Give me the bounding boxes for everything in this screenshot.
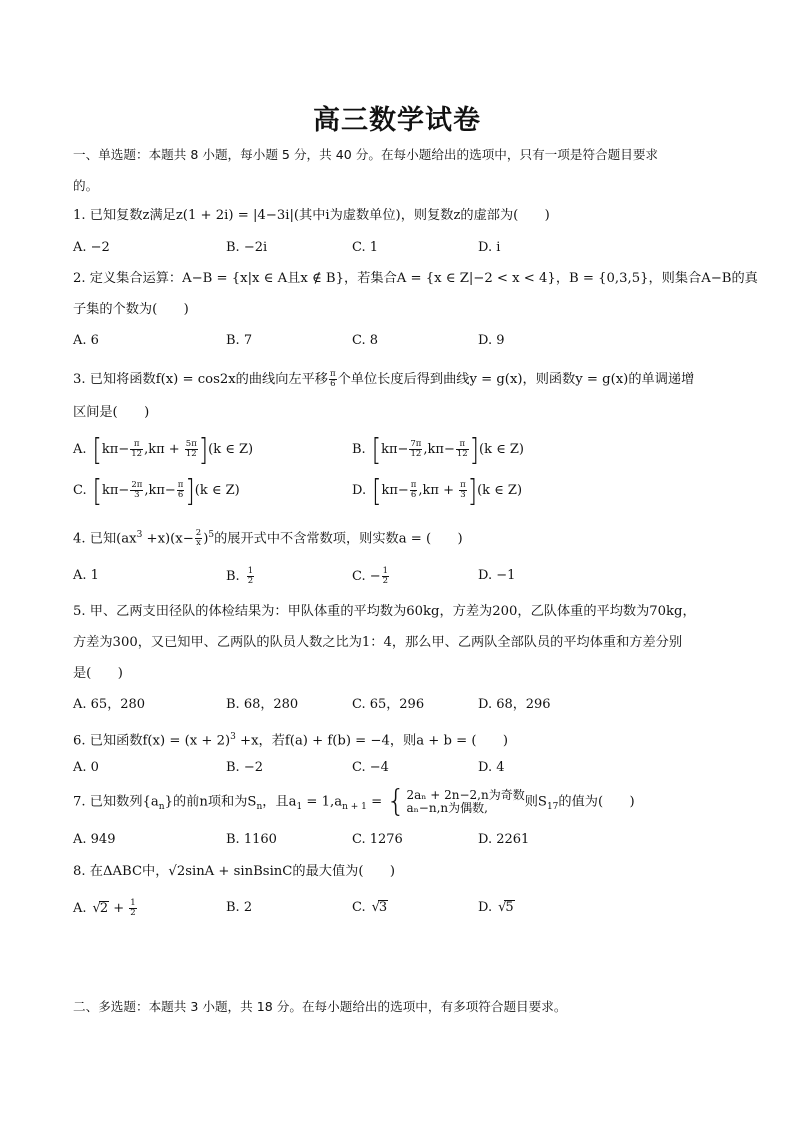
q3-stem-part-b: 个单位长度后得到曲线y = g(x)，则函数y = g(x)的单调递增 [337, 372, 695, 387]
q1-option-d: D. i [478, 240, 501, 255]
q8-c-radicand: 3 [378, 900, 388, 915]
q7-part-g: 的值为( ) [558, 794, 635, 810]
q1-option-b: B. −2i [226, 240, 268, 255]
q3-d-part: kπ− [381, 483, 409, 498]
q4-frac-den: x [196, 538, 201, 549]
page-title: 高三数学试卷 [313, 105, 481, 136]
q3-b-f2-den: 12 [456, 449, 468, 459]
q8-c-label: C. [352, 900, 366, 915]
q3-c-f2-den: 6 [177, 490, 184, 500]
q8-a-plus: + [109, 901, 129, 916]
q7-part-c: ，且a [262, 794, 297, 810]
q4-option-c [352, 567, 390, 586]
question-2-stem: 2. 定义集合运算：A−B = {x|x ∈ A且x ∉ B}，若集合A = {x ∈ Z|−2 < x < 4}，B = {0,3,5}，则集合A−B的真 [73, 271, 758, 286]
q7-sub-17: 17 [546, 802, 559, 813]
q2-option-c: C. 8 [352, 333, 379, 348]
q3-a-part-b: ,kπ + [144, 442, 184, 457]
q8-option-d [478, 899, 515, 917]
q4-c-num: 1 [382, 566, 389, 576]
q3-a-part: kπ− [101, 442, 130, 457]
q3-a-f1-den: 12 [131, 449, 143, 459]
q3-c-part: kπ− [102, 483, 130, 498]
q3-shift-den: 6 [330, 379, 336, 389]
q4-b-num: 1 [247, 566, 254, 576]
q4-b-label: B. [226, 569, 240, 584]
q7-part-b: }的前n项和为S [164, 794, 257, 810]
q7-sub-1: 1 [296, 802, 303, 813]
q7-part-f: 则S [524, 794, 547, 810]
q3-option-a: A. [kπ− $\frac{\pi}{12}$ ,kπ + $\frac{5\pi}{12}$ ](k ∈ Z) [73, 432, 254, 467]
q7-piece-odd: 2aₙ + 2n−2,n为奇数 [406, 788, 525, 802]
q7-sub-n1: n + 1 [342, 802, 367, 813]
question-1-stem: 1. 已知复数z满足z(1 + 2i) = |4−3i|(其中i为虚数单位)，则复数z的虚部为( ) [73, 208, 550, 223]
q3-stem-part-a: 3. 已知将函数f(x) = cos2x的曲线向左平移 [73, 372, 328, 387]
q4-exp3: 3 [136, 530, 143, 540]
q3-a-f2-num: 5π [185, 439, 197, 449]
q8-d-radicand: 5 [505, 900, 514, 915]
q8-a-label: A. [73, 901, 87, 916]
q4-frac-num: 2 [195, 528, 202, 539]
q7-option-d: D. 2261 [478, 832, 530, 847]
q3-shift-num: π [330, 369, 336, 379]
q2-option-a: A. 6 [73, 333, 99, 348]
sqrt-icon: √ [92, 901, 101, 916]
q1-option-a: A. −2 [73, 240, 110, 255]
question-8-stem: 8. 在ΔABC中，√2sinA + sinBsinC的最大值为( ) [73, 864, 395, 879]
q3-option-c: C. [kπ− $\frac{2\pi}{3}$ ,kπ− $\frac{\pi}{6}$ ](k ∈ Z) [73, 473, 240, 508]
q5-option-c: C. 65，296 [352, 697, 425, 712]
q3-a-tail: (k ∈ Z) [208, 442, 254, 457]
q3-b-f2-num: π [456, 440, 469, 450]
q3-option-a-label: A. [73, 442, 87, 457]
question-5-stem-cont2: 是( ) [73, 666, 123, 681]
q4-part-d: 的展开式中不含常数项，则实数a = ( ) [214, 531, 463, 547]
q2-option-b: B. 7 [226, 333, 253, 348]
q3-shift-fraction [329, 370, 337, 389]
q7-part-d: = 1,a [302, 794, 343, 810]
question-5-stem-cont1: 方差为300，又已知甲、乙两队的队员人数之比为1：4，那么甲、乙两队全部队员的平均体重和方差分别 [73, 635, 683, 650]
q6-option-b: B. −2 [226, 760, 263, 775]
q7-option-b: B. 1160 [226, 832, 277, 847]
q7-part-e: = [366, 794, 387, 810]
section1-instructions-cont: 的。 [73, 178, 99, 193]
q3-d-tail: (k ∈ Z) [477, 483, 523, 498]
question-2-stem-cont: 子集的个数为( ) [73, 302, 189, 317]
q7-option-a: A. 949 [73, 832, 116, 847]
q4-option-b [226, 567, 255, 586]
q3-d-part-b: ,kπ + [418, 483, 459, 498]
q3-b-tail: (k ∈ Z) [479, 442, 524, 457]
q5-option-a: A. 65，280 [73, 697, 146, 712]
q3-d-f1-den: 6 [410, 490, 417, 500]
q4-c-label: C. − [352, 569, 381, 584]
q6-part-b: +x，若f(a) + f(b) = −4，则a + b = ( ) [235, 733, 509, 749]
question-7-stem: 7. 已知数列$\{a_n\}$的前n项和为$S_n$，且$a_1 = 1,a_{n + 1}$ = { 2aₙ + 2n−2,n为奇数 aₙ−n,n为偶数, 则$S_{17}$的值为( ) [73, 784, 635, 819]
q6-exp: 3 [230, 732, 236, 742]
q4-option-d: D. −1 [478, 568, 516, 583]
q4-exp5: 5 [208, 530, 215, 540]
q4-b-den: 2 [247, 576, 254, 586]
sqrt-icon: √ [498, 900, 507, 915]
section2-instructions: 二、多选题：本题共 3 小题，共 18 分。在每小题给出的选项中，有多项符合题目要求。 [73, 999, 567, 1014]
q3-option-d-label: D. [352, 483, 367, 498]
sqrt-icon: √ [371, 900, 380, 915]
section1-instructions: 一、单选题：本题共 8 小题，每小题 5 分，共 40 分。在每小题给出的选项中，只有一项是符合题目要求 [73, 147, 659, 162]
q1-option-c: C. 1 [352, 240, 379, 255]
q8-a-radicand: 2 [99, 901, 109, 916]
q4-part-b: +x)(x− [142, 531, 194, 547]
q3-option-d: D. [kπ− $\frac{\pi}{6}$ ,kπ + $\frac{\pi}{3}$ ](k ∈ Z) [352, 473, 523, 508]
q3-c-f2-num: π [177, 480, 184, 490]
question-3-stem [73, 370, 694, 389]
q8-d-label: D. [478, 900, 493, 915]
q3-option-b-label: B. [352, 442, 366, 457]
q3-b-f1-den: 12 [410, 449, 422, 459]
q3-d-f2-den: 3 [460, 490, 466, 500]
q3-c-part-b: ,kπ− [144, 483, 176, 498]
q7-part-a: 7. 已知数列{a [73, 794, 159, 810]
q6-option-d: D. 4 [478, 760, 505, 775]
q3-option-b: B. [kπ− $\frac{7\pi}{12}$ ,kπ− $\frac{\pi}{12}$ ](k ∈ Z) [352, 432, 524, 467]
q8-a-den: 2 [130, 908, 136, 918]
q6-part-a: 6. 已知函数f(x) = (x + 2) [73, 733, 231, 749]
q5-option-d: D. 68，296 [478, 697, 551, 712]
q3-c-tail: (k ∈ Z) [194, 483, 240, 498]
q3-b-part-b: ,kπ− [423, 442, 455, 457]
q3-option-c-label: C. [73, 483, 87, 498]
q3-b-part: kπ− [381, 442, 409, 457]
question-5-stem: 5. 甲、乙两支田径队的体检结果为：甲队体重的平均数为60kg，方差为200，乙队体重的平均数为70kg， [73, 604, 696, 619]
q3-d-f1-num: π [410, 480, 417, 490]
q4-part-c: ) [203, 531, 209, 547]
q7-sub-n2: n [256, 802, 263, 813]
q4-option-a: A. 1 [73, 568, 99, 583]
q4-part-a: 4. 已知(ax [73, 531, 137, 547]
q3-b-f1-num: 7π [410, 439, 422, 449]
q8-option-a [73, 899, 138, 918]
q6-option-a: A. 0 [73, 760, 99, 775]
q5-option-b: B. 68，280 [226, 697, 299, 712]
question-4-stem [73, 526, 463, 548]
q3-a-f1-num: π [130, 440, 143, 450]
q8-a-num: 1 [130, 898, 136, 908]
q7-sub-n: n [158, 802, 165, 813]
q2-option-d: D. 9 [478, 333, 505, 348]
q7-piecewise [406, 789, 524, 815]
q3-d-f2-num: π [460, 480, 466, 490]
q7-piece-even: aₙ−n,n为偶数, [406, 801, 488, 815]
q3-c-f1-num: 2π [131, 480, 143, 490]
q8-option-b: B. 2 [226, 900, 253, 915]
q8-option-c [352, 899, 388, 917]
question-6-stem [73, 728, 508, 750]
q7-option-c: C. 1276 [352, 832, 403, 847]
q6-option-c: C. −4 [352, 760, 389, 775]
q4-c-den: 2 [382, 576, 389, 586]
q3-a-f2-den: 12 [185, 449, 197, 459]
question-3-stem-cont: 区间是( ) [73, 405, 150, 420]
q3-c-f1-den: 3 [134, 490, 140, 500]
